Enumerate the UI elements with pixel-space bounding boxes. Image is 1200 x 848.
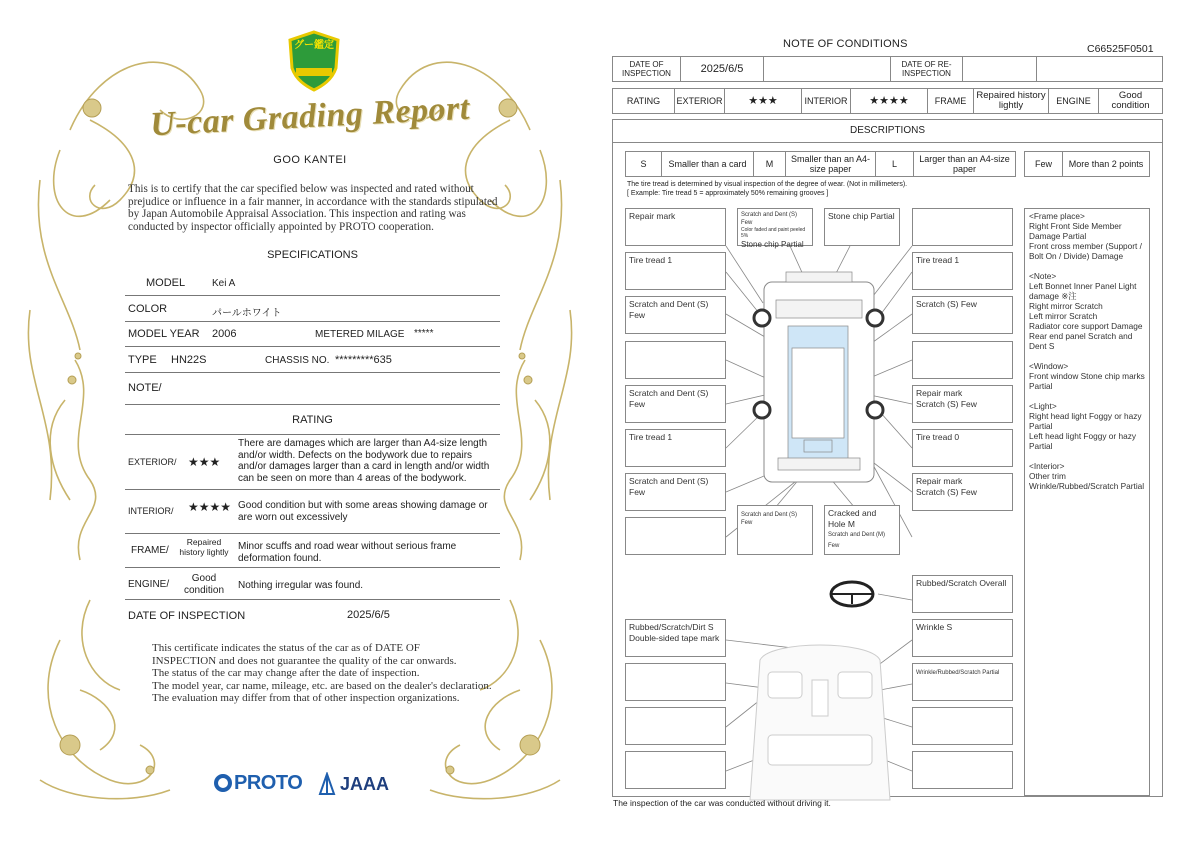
badge-text: グー鑑定 bbox=[294, 40, 334, 51]
rating-label: RATING bbox=[613, 89, 675, 113]
interior-description: Good condition but with some areas showing damage or are worn out excessively bbox=[238, 500, 488, 523]
note-spacer bbox=[1029, 391, 1145, 401]
note-line: Front window Stone chip marks Partial bbox=[1029, 371, 1145, 391]
box-right-4 bbox=[912, 341, 1013, 379]
frame-value: Repaired history lightly bbox=[179, 537, 229, 557]
model-row bbox=[125, 271, 500, 296]
engine-label: ENGINE/ bbox=[128, 579, 170, 590]
box-interior-left-1-line-2: Double-sided tape mark bbox=[629, 633, 720, 643]
mileage-label: METERED MILAGE bbox=[315, 329, 405, 340]
legend-m-desc: Smaller than an A4-size paper bbox=[786, 152, 876, 176]
box-interior-left-2 bbox=[625, 663, 726, 701]
box-top-1-line-3: Stone chip Partial bbox=[741, 240, 804, 249]
report-code: C66525F0501 bbox=[1087, 43, 1154, 55]
date-inspection-value: 2025/6/5 bbox=[681, 57, 764, 81]
note-spacer bbox=[1029, 451, 1145, 461]
engine-label: ENGINE bbox=[1049, 89, 1099, 113]
engine-description: Nothing irregular was found. bbox=[238, 580, 364, 591]
note-line: Front cross member (Support / Bolt On / Divide) Damage bbox=[1029, 241, 1142, 261]
chassis-label: CHASSIS NO. bbox=[265, 355, 330, 366]
legend-few: Few bbox=[1025, 152, 1063, 176]
note-spacer bbox=[1029, 261, 1145, 271]
conditions-title: NOTE OF CONDITIONS bbox=[783, 38, 908, 50]
note-line: Other trim bbox=[1029, 471, 1066, 481]
box-front-right bbox=[912, 208, 1013, 246]
box-bottom-2-line-1: Cracked and Hole M bbox=[828, 508, 877, 529]
interior-stars: ★★★★ bbox=[188, 500, 232, 514]
exterior-label: EXTERIOR/ bbox=[128, 457, 177, 467]
report-title: U-car Grading Report bbox=[149, 89, 471, 144]
footer-line: INSPECTION and does not guarantee the quality of the car onwards. bbox=[152, 654, 457, 667]
certificate-footer bbox=[152, 642, 492, 705]
model-year-value: 2006 bbox=[212, 328, 237, 340]
condition-notes bbox=[1024, 208, 1150, 796]
box-left-5: Scratch and Dent (S) Few bbox=[625, 385, 726, 423]
note-line: <Note> bbox=[1029, 271, 1057, 281]
note-line: Left head light Foggy or hazy Partial bbox=[1029, 431, 1137, 451]
box-right-3: Scratch (S) Few bbox=[912, 296, 1013, 334]
date-row bbox=[125, 603, 500, 626]
exterior-description: There are damages which are larger than A4-size length and/or width. Defects on the bodywork due to repairs and/or damages larger than a card in length and/or width can be seen on more than 4 areas of the bodywork. bbox=[238, 438, 490, 484]
box-left-7: Scratch and Dent (S) Few bbox=[625, 473, 726, 511]
exterior-stars: ★★★ bbox=[188, 455, 221, 469]
legend-s-desc: Smaller than a card bbox=[662, 152, 754, 176]
jaaa-logo-text: JAAA bbox=[340, 774, 390, 794]
report-subtitle: GOO KANTEI bbox=[273, 154, 347, 166]
note-spacer bbox=[1029, 351, 1145, 361]
chassis-value: *********635 bbox=[335, 354, 392, 366]
box-interior-right-1: Wrinkle S bbox=[912, 619, 1013, 657]
box-bottom-2-line-2: Scratch and Dent (M) Few bbox=[828, 532, 886, 549]
rating-heading: RATING bbox=[292, 414, 333, 426]
date-label: DATE OF INSPECTION bbox=[128, 610, 246, 622]
color-label: COLOR bbox=[128, 303, 168, 315]
interior-value: ★★★★ bbox=[851, 89, 928, 113]
note-line: <Light> bbox=[1029, 401, 1057, 411]
note-line: Right mirror Scratch bbox=[1029, 301, 1103, 311]
interior-label: INTERIOR bbox=[802, 89, 851, 113]
note-row bbox=[125, 373, 500, 405]
exterior-row bbox=[125, 434, 500, 490]
box-right-5-line-1: Repair mark bbox=[916, 388, 963, 398]
mileage-value: ***** bbox=[414, 328, 434, 339]
box-bottom-2 bbox=[824, 505, 900, 555]
interior-label: INTERIOR/ bbox=[128, 506, 174, 516]
engine-value: Good condition bbox=[1111, 90, 1150, 111]
date-value: 2025/6/5 bbox=[347, 609, 390, 621]
specifications-heading: SPECIFICATIONS bbox=[267, 249, 358, 261]
jaaa-logo-icon bbox=[318, 772, 336, 796]
box-tire-rear-left: Tire tread 1 bbox=[625, 429, 726, 467]
box-interior-right-4 bbox=[912, 751, 1013, 789]
proto-logo-text: PROTO bbox=[234, 772, 303, 794]
box-front-left: Repair mark bbox=[625, 208, 726, 246]
box-interior-left-3 bbox=[625, 707, 726, 745]
box-interior-right-3 bbox=[912, 707, 1013, 745]
box-right-7-line-1: Repair mark bbox=[916, 476, 963, 486]
model-year-row bbox=[125, 322, 500, 347]
box-top-1-line-2: Color faded and paint peeled 5% bbox=[741, 227, 806, 239]
footer-line: This certificate indicates the status of the car as of DATE OF bbox=[152, 642, 420, 654]
logos bbox=[210, 768, 410, 800]
note-line: Left Bonnet Inner Panel Light damage ※注 bbox=[1029, 281, 1137, 301]
box-left-8 bbox=[625, 517, 726, 555]
box-steering: Rubbed/Scratch Overall bbox=[912, 575, 1013, 613]
inspection-footer: The inspection of the car was conducted without driving it. bbox=[613, 798, 831, 808]
note-line: <Frame place> bbox=[1029, 211, 1085, 221]
model-value: Kei A bbox=[212, 278, 236, 289]
tire-note-line-2: [ Example: Tire tread 5 = approximately 50% remaining grooves ] bbox=[627, 190, 829, 197]
note-of-conditions-page bbox=[600, 0, 1200, 848]
legend-l: L bbox=[876, 152, 914, 176]
box-right-7 bbox=[912, 473, 1013, 511]
exterior-value: ★★★ bbox=[725, 89, 802, 113]
note-line: <Window> bbox=[1029, 361, 1069, 371]
note-line: Right head light Foggy or hazy Partial bbox=[1029, 411, 1142, 431]
box-top-1-line-1: Scratch and Dent (S) Few bbox=[741, 212, 798, 226]
box-interior-right-2: Wrinkle/Rubbed/Scratch Partial bbox=[912, 663, 1013, 701]
box-left-3: Scratch and Dent (S) Few bbox=[625, 296, 726, 334]
note-label: NOTE/ bbox=[128, 382, 162, 394]
legend-s: S bbox=[626, 152, 662, 176]
box-tire-front-right: Tire tread 1 bbox=[912, 252, 1013, 290]
box-tire-front-left: Tire tread 1 bbox=[625, 252, 726, 290]
legend-l-desc: Larger than an A4-size paper bbox=[919, 154, 1010, 174]
exterior-label: EXTERIOR bbox=[675, 89, 725, 113]
box-interior-left-1-line-1: Rubbed/Scratch/Dirt S bbox=[629, 622, 714, 632]
engine-value: Good condition bbox=[183, 573, 225, 596]
box-tire-rear-right: Tire tread 0 bbox=[912, 429, 1013, 467]
note-line: Wrinkle/Rubbed/Scratch Partial bbox=[1029, 481, 1145, 491]
color-value: パールホワイト bbox=[212, 308, 282, 319]
footer-line: The status of the car may change after the date of inspection. bbox=[152, 667, 420, 679]
box-left-4 bbox=[625, 341, 726, 379]
model-year-label: MODEL YEAR bbox=[128, 328, 200, 340]
type-row bbox=[125, 348, 500, 373]
note-line: Right Front Side Member Damage Partial bbox=[1029, 221, 1122, 241]
note-line: Radiator core support Damage bbox=[1029, 321, 1143, 331]
color-row bbox=[125, 297, 500, 322]
frame-label: FRAME bbox=[928, 89, 974, 113]
footer-line: The model year, car name, mileage, etc. are based on the dealer's declaration. bbox=[152, 679, 492, 692]
type-label: TYPE bbox=[128, 354, 157, 366]
certification-text: This is to certify that the car specified below was inspected and rated without prejudice or influence in a fair manner, in accordance with the standards stipulated by Japan Automobile Appraisal Association. This inspection and rating was conducted by inspector officially appointed by PROTO cooperation. bbox=[128, 183, 498, 233]
box-top-1 bbox=[737, 208, 813, 249]
frame-value: Repaired history lightly bbox=[974, 89, 1049, 113]
footer-line: The evaluation may differ from that of other inspection organizations. bbox=[152, 692, 460, 704]
tire-note-line-1: The tire tread is determined by visual inspection of the degree of wear. (Not in millimeters). bbox=[627, 181, 908, 188]
engine-row bbox=[125, 569, 500, 600]
frame-description: Minor scuffs and road wear without serious frame deformation found. bbox=[238, 541, 457, 564]
box-bottom-1: Scratch and Dent (S) Few bbox=[737, 505, 813, 555]
box-interior-left-4 bbox=[625, 751, 726, 789]
frame-row bbox=[125, 535, 500, 568]
note-line: Left mirror Scratch bbox=[1029, 311, 1098, 321]
note-line: Rear end panel Scratch and Dent S bbox=[1029, 331, 1133, 351]
box-right-7-line-2: Scratch (S) Few bbox=[916, 487, 977, 497]
legend-few-desc: More than 2 points bbox=[1068, 159, 1144, 169]
box-top-2: Stone chip Partial bbox=[824, 208, 900, 246]
frame-label: FRAME/ bbox=[131, 545, 169, 556]
box-interior-left-1 bbox=[625, 619, 726, 657]
box-right-5 bbox=[912, 385, 1013, 423]
type-value: HN22S bbox=[171, 354, 207, 366]
model-label: MODEL bbox=[146, 277, 186, 289]
note-line: <Interior> bbox=[1029, 461, 1065, 471]
legend-m: M bbox=[754, 152, 786, 176]
descriptions-heading: DESCRIPTIONS bbox=[612, 119, 1163, 143]
interior-row bbox=[125, 491, 500, 534]
proto-logo-icon bbox=[214, 774, 232, 792]
date-inspection-label: DATE OF INSPECTION bbox=[613, 57, 681, 81]
box-right-5-line-2: Scratch (S) Few bbox=[916, 399, 977, 409]
date-reinspection-label: DATE OF RE-INSPECTION bbox=[891, 57, 963, 81]
